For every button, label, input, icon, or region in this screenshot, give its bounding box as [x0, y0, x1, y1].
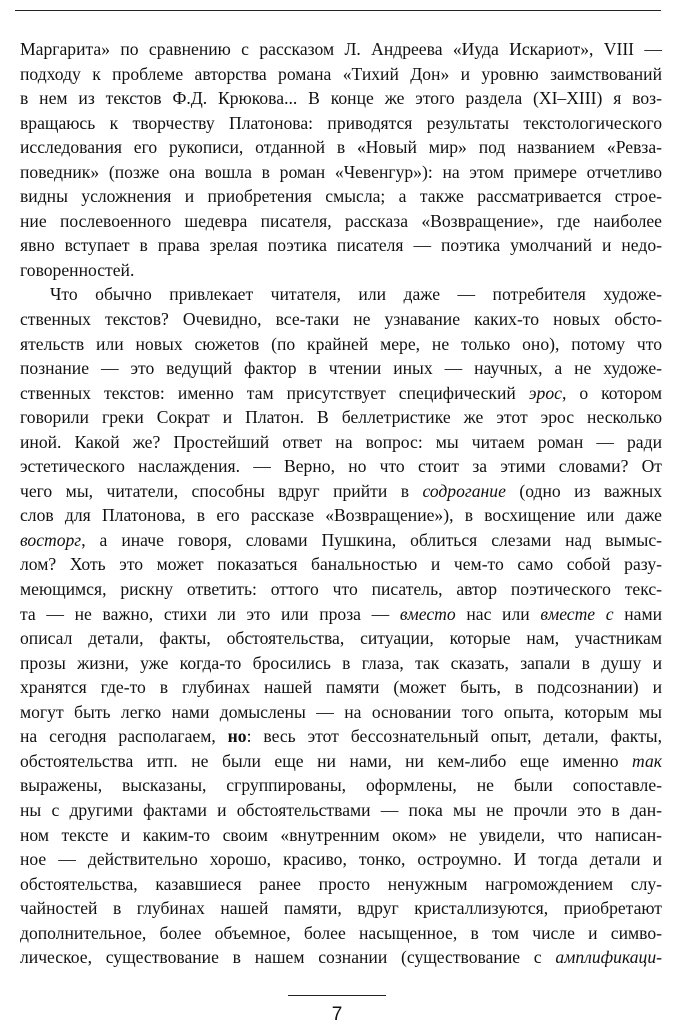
text-line [20, 307, 662, 332]
text-run: эстетического наслаждения. — Верно, но что стоит за этими словами? От [20, 456, 662, 477]
text-run: нас или [455, 603, 541, 624]
text-run: иной. Какой же? Простейший ответ на вопрос: мы читаем роман — ради [20, 431, 662, 452]
italic-emphasis: вместе с [540, 603, 614, 624]
text-line [20, 921, 662, 946]
text-run: познание — это ведущий фактор в чтении иных — научных, а не художе- [20, 358, 662, 379]
text-run: лическое, существование в нашем сознании (существование с [20, 947, 556, 968]
text-run: поведник» (позже она вошла в роман «Чевенгур»): на этом примере отчетливо [20, 161, 662, 182]
italic-emphasis: содрогание [422, 480, 506, 501]
italic-emphasis: эрос [528, 382, 562, 403]
text-line [20, 896, 662, 921]
text-run: меющимся, рискну ответить: оттого что писатель, автор поэтического текс- [20, 579, 662, 600]
text-line [20, 503, 662, 528]
text-line [20, 773, 662, 798]
text-run: хранятся где-то в глубинах нашей памяти (может быть, в подсознании) и [20, 677, 662, 698]
italic-emphasis: вместо [399, 603, 456, 624]
text-line [20, 749, 662, 774]
text-line [20, 37, 662, 62]
text-line [20, 282, 662, 307]
text-line [20, 258, 662, 283]
text-line [20, 872, 662, 897]
text-run: в нем из текстов Ф.Д. Крюкова... В конце же этого раздела (XI–XIII) я воз- [20, 88, 662, 109]
text-line [20, 454, 662, 479]
text-line [20, 528, 662, 553]
text-run: чайностей в глубинах нашей памяти, вдруг кристаллизуются, приобретают [20, 898, 662, 919]
text-line [20, 62, 662, 87]
text-run: обстоятельства, казавшиеся ранее просто ненужным нагромождением слу- [20, 873, 662, 894]
text-line [20, 381, 662, 406]
italic-emphasis: восторг [20, 529, 82, 550]
text-run: ное — действительно хорошо, красиво, тонко, остроумно. И тогда детали и [20, 849, 662, 870]
text-run: , о котором [561, 382, 662, 403]
text-run: могут быть легко нами домыслены — на основании того опыта, которым мы [20, 701, 662, 722]
footer-rule [288, 995, 386, 996]
text-line [20, 651, 662, 676]
text-run: Маргарита» по сравнению с рассказом Л. Андреева «Иуда Искариот», VIII — [20, 39, 662, 59]
text-line [20, 356, 662, 381]
text-line [20, 111, 662, 136]
text-run: ние послевоенного шедевра писателя, рассказа «Возвращение», где наиболее [20, 210, 662, 231]
text-run: Что обычно привлекает читателя, или даже — потребителя художе- [50, 284, 662, 305]
text-line [20, 700, 662, 725]
text-run: на сегодня располагаем, [20, 726, 228, 747]
text-run: выражены, высказаны, сгруппированы, оформлены, не были сопоставле- [20, 775, 662, 796]
text-run: чего мы, читатели, способны вдруг прийти в [20, 480, 423, 501]
text-line [20, 945, 662, 970]
text-run: та — не важно, стихи ли это или проза — [20, 603, 400, 624]
text-run: : весь этот бессознательный опыт, детали, факты, [246, 726, 662, 747]
text-line [20, 86, 662, 111]
text-run: ятельств или новых сюжетов (по крайней мере, не только оно), потому что [20, 333, 662, 354]
text-line [20, 847, 662, 872]
text-run: обстоятельства итп. не были еще ни нами, ни кем-либо еще именно [20, 750, 633, 771]
text-line [20, 823, 662, 848]
text-run: прозы жизни, уже когда-то бросились в глаза, так сказать, запали в душу и [20, 652, 662, 673]
text-line [20, 479, 662, 504]
text-run: (одно из важных [505, 480, 662, 501]
text-line [20, 798, 662, 823]
text-run: подходу к проблеме авторства романа «Тихий Дон» и уровню заимствований [20, 63, 662, 84]
text-line [20, 724, 662, 749]
text-line [20, 577, 662, 602]
text-line [20, 184, 662, 209]
text-line [20, 405, 662, 430]
text-run: нами [613, 603, 662, 624]
text-line [20, 602, 662, 627]
text-line [20, 552, 662, 577]
italic-emphasis: так [632, 750, 662, 771]
text-run: ственных текстов: именно там присутствует специфический [20, 382, 529, 403]
italic-emphasis: амплификаци- [555, 947, 662, 968]
text-line [20, 430, 662, 455]
text-line [20, 626, 662, 651]
header-rule [15, 10, 661, 11]
text-run: , а иначе говоря, словами Пушкина, облиться слезами над вымыс- [81, 529, 662, 550]
text-line [20, 135, 662, 160]
text-run: вращаюсь к творчеству Платонова: приводятся результаты текстологического [20, 112, 662, 133]
text-run: лом? Хоть это может показаться банальностью и чем-то само собой разу- [20, 554, 662, 575]
text-run: видны усложнения и приобретения смысла; а также рассматривается строе- [20, 186, 662, 207]
text-run: слов для Платонова, в его рассказе «Возвращение»), в восхищение или даже [20, 505, 662, 526]
text-run: исследования его рукописи, отданной в «Новый мир» под названием «Ревза- [20, 137, 662, 158]
text-line [20, 233, 662, 258]
text-run: ственных текстов? Очевидно, все-таки не узнавание каких-то новых обсто- [20, 309, 662, 330]
text-run: говоренностей. [20, 259, 135, 280]
text-run: дополнительное, более объемное, более насыщенное, в том числе и симво- [20, 922, 662, 943]
text-run: явно вступает в права зрелая поэтика писателя — поэтика умолчаний и недо- [20, 235, 662, 256]
text-run: описал детали, факты, обстоятельства, ситуации, которые нам, участникам [20, 628, 662, 649]
text-run: ном тексте и каким-то своим «внутренним оком» не увидели, что написан- [20, 824, 662, 845]
page-number: 7 [331, 1004, 343, 1025]
text-run: говорили греки Сократ и Платон. В беллетристике же этот эрос несколько [20, 407, 662, 428]
text-line [20, 675, 662, 700]
text-run: ны с другими фактами и обстоятельствами — пока мы не прочли это в дан- [20, 799, 662, 820]
text-line [20, 160, 662, 185]
text-line [20, 209, 662, 234]
bold-emphasis: но [227, 726, 247, 747]
body-text [20, 37, 662, 970]
text-line [20, 332, 662, 357]
